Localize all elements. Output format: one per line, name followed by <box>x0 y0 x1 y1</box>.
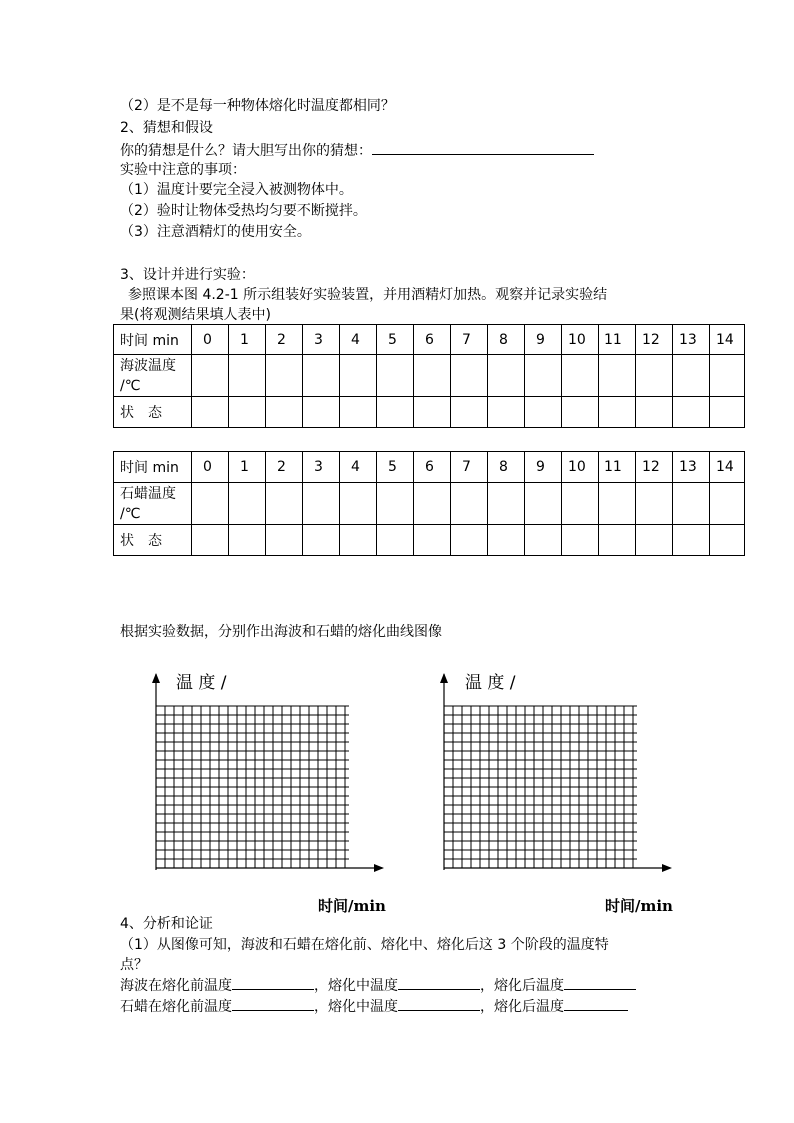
state-cell[interactable] <box>377 525 414 556</box>
shila-during-blank[interactable] <box>398 996 480 1011</box>
haibo-temp-header <box>114 355 192 397</box>
state-cell[interactable] <box>673 397 710 428</box>
time-header: 时间 min <box>114 452 192 483</box>
note-3: （3）注意酒精灯的使用安全。 <box>120 224 311 240</box>
guess-prompt: 你的猜想是什么？请大胆写出你的猜想： <box>120 143 372 159</box>
state-cell[interactable] <box>599 397 636 428</box>
state-header: 状 态 <box>114 525 192 556</box>
haibo-after-blank[interactable] <box>564 975 636 990</box>
temp-label: 石蜡温度 <box>120 485 176 502</box>
note-2: （2）验时让物体受热均匀要不断搅拌。 <box>120 203 367 219</box>
shila-before-blank[interactable] <box>232 996 314 1011</box>
shila-during-label: ，熔化中温度 <box>314 999 398 1015</box>
minute-cell: 9 <box>525 452 562 483</box>
graph-instruction: 根据实验数据，分别作出海波和石蜡的熔化曲线图像 <box>120 624 442 640</box>
section-3-title: 3、设计并进行实验： <box>120 267 255 283</box>
minute-cell: 8 <box>488 325 525 355</box>
temp-cell[interactable] <box>340 483 377 525</box>
minute-cell: 6 <box>414 325 451 355</box>
temp-cell[interactable] <box>340 355 377 397</box>
temp-cell[interactable] <box>229 355 266 397</box>
state-cell[interactable] <box>340 525 377 556</box>
temp-cell[interactable] <box>525 355 562 397</box>
minute-cell: 5 <box>377 325 414 355</box>
temp-cell[interactable] <box>303 483 340 525</box>
minute-cell: 4 <box>340 325 377 355</box>
temp-cell[interactable] <box>710 355 745 397</box>
state-cell[interactable] <box>414 525 451 556</box>
temp-cell[interactable] <box>192 355 229 397</box>
state-cell[interactable] <box>451 525 488 556</box>
minute-cell: 10 <box>562 452 599 483</box>
state-cell[interactable] <box>266 397 303 428</box>
minute-cell: 11 <box>599 452 636 483</box>
state-cell[interactable] <box>377 397 414 428</box>
state-cell[interactable] <box>229 397 266 428</box>
minute-cell: 3 <box>303 452 340 483</box>
temp-cell[interactable] <box>710 483 745 525</box>
left-y-arrow-icon <box>152 673 160 683</box>
left-x-axis-label: 时间/min <box>318 897 386 915</box>
shila-after-blank[interactable] <box>564 996 628 1011</box>
table-row <box>114 397 745 428</box>
temp-cell[interactable] <box>414 483 451 525</box>
guess-prompt-line <box>120 140 594 161</box>
state-cell[interactable] <box>266 525 303 556</box>
minute-cell: 0 <box>192 325 229 355</box>
temp-cell[interactable] <box>192 483 229 525</box>
state-cell[interactable] <box>636 397 673 428</box>
left-x-arrow-icon <box>374 864 384 872</box>
minute-cell: 9 <box>525 325 562 355</box>
minute-cell: 5 <box>377 452 414 483</box>
table-row <box>114 452 745 483</box>
minute-cell: 11 <box>599 325 636 355</box>
left-y-axis-label: 温 度 / <box>176 673 227 693</box>
temp-cell[interactable] <box>451 483 488 525</box>
state-cell[interactable] <box>414 397 451 428</box>
temp-cell[interactable] <box>636 483 673 525</box>
shila-after-label: ，熔化后温度 <box>480 999 564 1015</box>
section-4-q1-line2: 点？ <box>120 957 148 973</box>
minute-cell: 2 <box>266 452 303 483</box>
temp-cell[interactable] <box>525 483 562 525</box>
notes-title: 实验中注意的事项： <box>120 162 246 178</box>
state-cell[interactable] <box>488 525 525 556</box>
temp-cell[interactable] <box>599 355 636 397</box>
state-cell[interactable] <box>451 397 488 428</box>
temp-cell[interactable] <box>377 483 414 525</box>
state-cell[interactable] <box>525 525 562 556</box>
haibo-table <box>113 324 745 428</box>
temp-cell[interactable] <box>229 483 266 525</box>
state-cell[interactable] <box>488 397 525 428</box>
temp-cell[interactable] <box>562 483 599 525</box>
section-3-desc-1: 参照课本图 4.2-1 所示组装好实验装置，并用酒精灯加热。观察并记录实验结 <box>128 287 608 303</box>
table-row <box>114 483 745 525</box>
state-cell[interactable] <box>340 397 377 428</box>
temp-unit: /℃ <box>120 377 141 394</box>
haibo-before-label: 海波在熔化前温度 <box>120 978 232 994</box>
state-cell[interactable] <box>303 397 340 428</box>
temp-cell[interactable] <box>673 355 710 397</box>
minute-cell: 13 <box>673 325 710 355</box>
state-cell[interactable] <box>562 525 599 556</box>
minute-cell: 10 <box>562 325 599 355</box>
question-2: （2）是不是每一种物体熔化时温度都相同？ <box>120 98 395 114</box>
state-cell[interactable] <box>673 525 710 556</box>
minute-cell: 14 <box>710 452 745 483</box>
right-x-arrow-icon <box>662 864 672 872</box>
minute-cell: 14 <box>710 325 745 355</box>
table-row <box>114 355 745 397</box>
minute-cell: 7 <box>451 452 488 483</box>
temp-cell[interactable] <box>673 483 710 525</box>
state-header: 状 态 <box>114 397 192 428</box>
left-grid-paper[interactable] <box>145 670 390 880</box>
temp-cell[interactable] <box>303 355 340 397</box>
temp-cell[interactable] <box>599 483 636 525</box>
temp-cell[interactable] <box>377 355 414 397</box>
haibo-before-blank[interactable] <box>232 975 314 990</box>
minute-cell: 3 <box>303 325 340 355</box>
table-row <box>114 525 745 556</box>
state-cell[interactable] <box>229 525 266 556</box>
time-header: 时间 min <box>114 325 192 355</box>
state-cell[interactable] <box>303 525 340 556</box>
minute-cell: 4 <box>340 452 377 483</box>
section-2-title: 2、猜想和假设 <box>120 120 213 136</box>
temp-cell[interactable] <box>488 483 525 525</box>
shila-before-label: 石蜡在熔化前温度 <box>120 999 232 1015</box>
state-cell[interactable] <box>562 397 599 428</box>
shila-temp-header <box>114 483 192 525</box>
state-cell[interactable] <box>710 525 745 556</box>
section-3-desc-2: 果(将观测结果填人表中) <box>120 307 271 323</box>
haibo-after-label: ，熔化后温度 <box>480 978 564 994</box>
minute-cell: 1 <box>229 325 266 355</box>
temp-cell[interactable] <box>266 483 303 525</box>
right-grid-paper[interactable] <box>433 670 678 880</box>
temp-cell[interactable] <box>414 355 451 397</box>
state-cell[interactable] <box>710 397 745 428</box>
haibo-during-blank[interactable] <box>398 975 480 990</box>
haibo-during-label: ，熔化中温度 <box>314 978 398 994</box>
minute-cell: 2 <box>266 325 303 355</box>
section-4-title: 4、分析和论证 <box>120 916 213 932</box>
haibo-answer-line <box>120 975 636 996</box>
temp-cell[interactable] <box>451 355 488 397</box>
minute-cell: 13 <box>673 452 710 483</box>
right-y-arrow-icon <box>440 673 448 683</box>
minute-cell: 12 <box>636 325 673 355</box>
temp-label: 海波温度 <box>120 357 176 374</box>
right-x-axis-label: 时间/min <box>605 897 673 915</box>
table-row <box>114 325 745 355</box>
temp-unit: /℃ <box>120 505 141 522</box>
note-1: （1）温度计要完全浸入被测物体中。 <box>120 182 353 198</box>
temp-cell[interactable] <box>488 355 525 397</box>
minute-cell: 7 <box>451 325 488 355</box>
temp-cell[interactable] <box>562 355 599 397</box>
state-cell[interactable] <box>599 525 636 556</box>
right-y-axis-label: 温 度 / <box>465 673 516 693</box>
minute-cell: 1 <box>229 452 266 483</box>
section-4-q1-line1: （1）从图像可知，海波和石蜡在熔化前、熔化中、熔化后这 3 个阶段的温度特 <box>120 937 609 953</box>
minute-cell: 0 <box>192 452 229 483</box>
shila-table <box>113 451 745 556</box>
guess-answer-blank[interactable] <box>372 140 594 155</box>
temp-cell[interactable] <box>266 355 303 397</box>
minute-cell: 12 <box>636 452 673 483</box>
state-cell[interactable] <box>192 397 229 428</box>
state-cell[interactable] <box>525 397 562 428</box>
state-cell[interactable] <box>192 525 229 556</box>
state-cell[interactable] <box>636 525 673 556</box>
shila-answer-line <box>120 996 628 1017</box>
minute-cell: 8 <box>488 452 525 483</box>
temp-cell[interactable] <box>636 355 673 397</box>
minute-cell: 6 <box>414 452 451 483</box>
